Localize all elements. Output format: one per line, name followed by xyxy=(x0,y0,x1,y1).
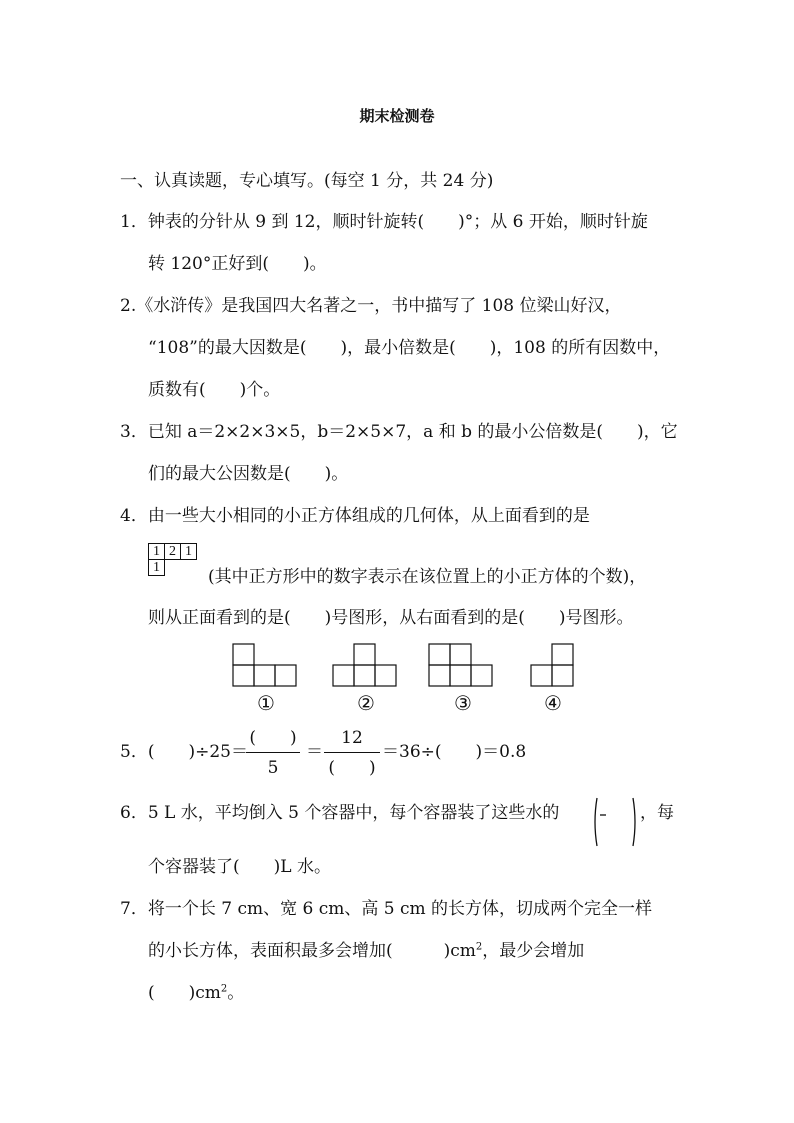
figure-1-view xyxy=(232,643,300,689)
fraction-2-denominator: ( ) xyxy=(328,758,376,778)
figure-2-label: ② xyxy=(357,691,375,715)
figure-3-label: ③ xyxy=(454,691,472,715)
squared-sup: 2 xyxy=(220,983,228,995)
question-7-line-3-text: ( )cm xyxy=(148,983,221,1003)
fraction-2-numerator: 12 xyxy=(341,728,363,748)
top-view-grid xyxy=(148,543,197,576)
question-1-line-2: 转 120°正好到( )。 xyxy=(148,254,327,274)
grid-cell: 1 xyxy=(181,544,197,560)
fraction-1-denominator: 5 xyxy=(267,758,279,778)
question-6-line-2: 个容器装了( )L 水。 xyxy=(148,857,331,877)
question-3-line-1: 3．已知 a＝2×2×3×5，b＝2×5×7，a 和 b 的最小公倍数是( )，它 xyxy=(120,422,678,442)
figure-4-view xyxy=(530,643,576,689)
question-1-line-1: 1．钟表的分针从 9 到 12，顺时针旋转( )°；从 6 开始，顺时针旋 xyxy=(120,212,648,232)
blank-fraction-bracket xyxy=(590,796,640,848)
grid-cell: 2 xyxy=(165,544,181,560)
question-7-line-2-text: 的小长方体，表面积最多会增加( )cm xyxy=(148,941,476,961)
question-4-line-2: (其中正方形中的数字表示在该位置上的小正方体的个数)， xyxy=(208,567,647,587)
grid-cell: 1 xyxy=(149,544,165,560)
section-heading: 一、认真读题，专心填写。(每空 1 分，共 24 分) xyxy=(120,171,494,191)
question-2-line-1: 2.《水浒传》是我国四大名著之一，书中描写了 108 位梁山好汉， xyxy=(120,296,622,316)
grid-cell: 1 xyxy=(149,560,165,576)
squared-sup: 2 xyxy=(475,941,483,953)
question-7-line-3-tail: 。 xyxy=(227,983,245,1003)
question-4-line-1: 4．由一些大小相同的小正方体组成的几何体，从上面看到的是 xyxy=(120,506,590,526)
question-4-line-3: 则从正面看到的是( )号图形，从右面看到的是( )号图形。 xyxy=(148,608,634,628)
question-7-line-1: 7．将一个长 7 cm、宽 6 cm、高 5 cm 的长方体，切成两个完全一样 xyxy=(120,899,653,919)
question-5-suffix: ＝36÷( )＝0.8 xyxy=(382,742,527,762)
question-7-line-2 xyxy=(148,940,584,962)
question-6-line-1-tail: ，每 xyxy=(640,803,674,823)
figure-3-view xyxy=(428,643,496,689)
question-2-line-3: 质数有( )个。 xyxy=(148,380,281,400)
question-5-prefix: 5．( )÷25＝ xyxy=(120,742,248,762)
question-7-line-2-tail: ，最少会增加 xyxy=(482,941,585,961)
question-2-line-2: “108”的最大因数是( )，最小倍数是( )，108 的所有因数中， xyxy=(148,338,671,358)
fraction-1-bar xyxy=(246,752,300,753)
question-6-line-1: 6．5 L 水，平均倒入 5 个容器中，每个容器装了这些水的 xyxy=(120,803,560,823)
figure-1-label: ① xyxy=(257,691,275,715)
question-5-equals: ＝ xyxy=(306,742,323,762)
figure-4-label: ④ xyxy=(544,691,562,715)
fraction-2-bar xyxy=(324,752,380,753)
question-7-line-3 xyxy=(148,982,244,1004)
page-title: 期末检测卷 xyxy=(359,107,435,125)
fraction-1-numerator: ( ) xyxy=(249,728,297,748)
figure-2-view xyxy=(332,643,400,689)
question-3-line-2: 们的最大公因数是( )。 xyxy=(148,464,349,484)
